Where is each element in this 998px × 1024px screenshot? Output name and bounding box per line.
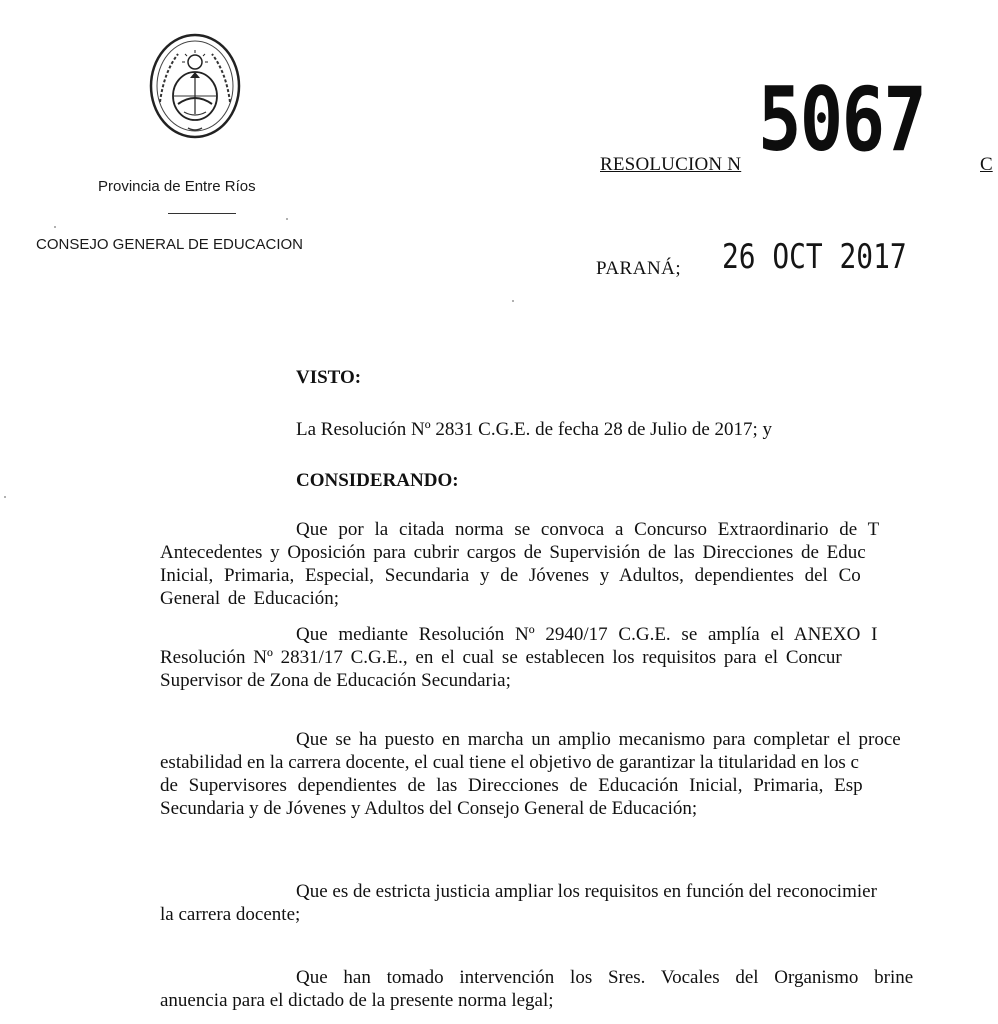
paragraph-line: Antecedentes y Oposición para cubrir cargos de Supervisión de las Direcciones de Educ [160, 542, 866, 563]
paragraph-line: Que mediante Resolución Nº 2940/17 C.G.E. se amplía el ANEXO I [296, 624, 878, 645]
province-name: Provincia de Entre Ríos [98, 178, 256, 195]
visto-text: La Resolución Nº 2831 C.G.E. de fecha 28 de Julio de 2017; y [296, 419, 773, 440]
considerando-paragraph [160, 966, 998, 1012]
paragraph-line: Inicial, Primaria, Especial, Secundaria y de Jóvenes y Adultos, dependientes del Co [160, 565, 861, 586]
paragraph-line: Supervisor de Zona de Educación Secundaria; [160, 670, 511, 691]
paragraph-line: Que por la citada norma se convoca a Concurso Extraordinario de T [296, 519, 880, 540]
paragraph-line: la carrera docente; [160, 904, 301, 925]
considerando-paragraph [160, 880, 998, 926]
considerando-paragraph [160, 518, 998, 610]
paragraph-line: estabilidad en la carrera docente, el cual tiene el objetivo de garantizar la titularidad en los c [160, 752, 859, 773]
considerando-heading: CONSIDERANDO: [296, 470, 459, 491]
paragraph-line: Que es de estricta justicia ampliar los requisitos en función del reconocimier [296, 881, 877, 902]
scan-speck [286, 218, 288, 220]
place-label: PARANÁ; [596, 258, 682, 279]
scan-speck [512, 300, 514, 302]
paragraph-line: Secundaria y de Jóvenes y Adultos del Consejo General de Educación; [160, 798, 698, 819]
council-name: CONSEJO GENERAL DE EDUCACION [36, 236, 303, 253]
paragraph-line: Que se ha puesto en marcha un amplio mecanismo para completar el proce [296, 729, 901, 750]
paragraph-line: Que han tomado intervención los Sres. Vocales del Organismo brine [296, 967, 914, 988]
scan-speck [54, 226, 56, 228]
visto-heading: VISTO: [296, 367, 362, 388]
paragraph-line: Resolución Nº 2831/17 C.G.E., en el cual se establecen los requisitos para el Concur [160, 647, 842, 668]
provincial-seal-icon [148, 32, 242, 140]
date-stamp: 26 OCT 2017 [722, 237, 907, 277]
considerando-paragraph [160, 728, 998, 820]
divider [168, 213, 236, 214]
paragraph-line: General de Educación; [160, 588, 340, 609]
considerando-paragraph [160, 623, 998, 692]
scan-speck [4, 496, 6, 498]
resolution-number: 5067 [758, 68, 926, 171]
resolution-label: RESOLUCION N [600, 154, 742, 175]
paragraph-line: de Supervisores dependientes de las Direcciones de Educación Inicial, Primaria, Esp [160, 775, 863, 796]
resolution-suffix: C [980, 154, 993, 175]
paragraph-line: anuencia para el dictado de la presente norma legal; [160, 990, 554, 1011]
